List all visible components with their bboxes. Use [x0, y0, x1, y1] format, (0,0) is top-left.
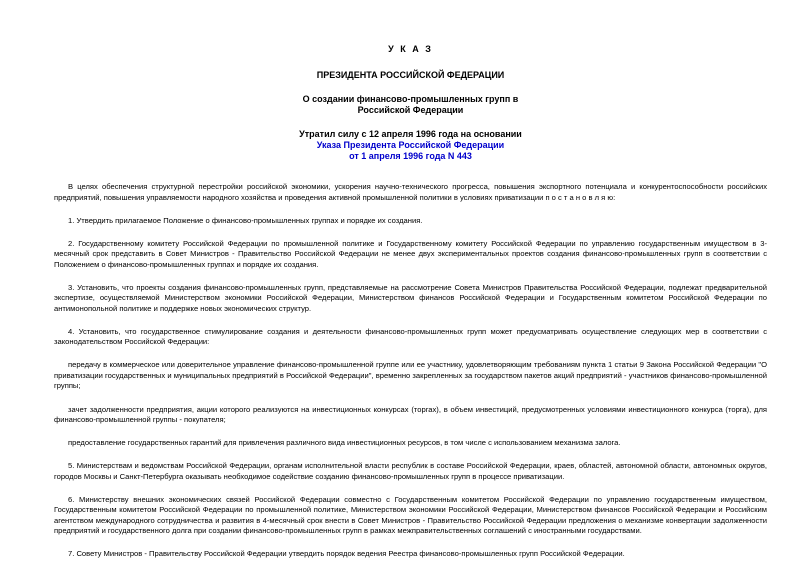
decree-label: У К А З [388, 44, 433, 54]
paragraph-4-measure-2: зачет задолженности предприятия, акции которого реализуются на инвестиционных конкурсах (торгах), в объем инвестиций, предусмотренных условиями инвестиционного конкурса (торга), для финансово-промышленной группы - покупателя; [54, 404, 767, 425]
document-title-line-2: Российской Федерации [357, 105, 464, 115]
paragraph-6: 6. Министерству внешних экономических связей Российской Федерации совместно с Государственным комитетом Российской Федерации по управлению государственным имуществом, Государственным комитетом Российской Федерации по промышленной политике, Министерством экономики Российской Федерации, Министерством финансов Российской Федерации и Российским агентством международного сотрудничества и развития в 4-месячный срок внести в Совет Министров - Правительство Российской Федерации предложения о механизме конвертации задолженности предприятий и государственного долга при создании финансово-промышленных групп в рамках межправительственных соглашений с иностранными государствами. [54, 494, 767, 536]
paragraph-4-measure-3: предоставление государственных гарантий для привлечения различного вида инвестиционных ресурсов, в том числе с использованием механизма залога. [68, 438, 621, 448]
document-title-line-1: О создании финансово-промышленных групп в [302, 94, 519, 104]
status-notice [54, 129, 767, 162]
paragraph-4: 4. Установить, что государственное стимулирование создания и деятельности финансово-промышленных групп может предусматривать осуществление следующих мер в соответствии с законодательством Российской Федерации: [54, 326, 767, 347]
document-title [54, 94, 767, 116]
paragraph-2: 2. Государственному комитету Российской Федерации по промышленной политике и Государственному комитету Российской Федерации по управлению государственным имуществом в 3-месячный срок представить в Совет Министров - Правительство Российской Федерации не менее двух экспериментальных проектов создания финансово-промышленных групп в соответствии с Положением о финансово-промышленных группах и порядке их создания. [54, 238, 767, 269]
lost-force-text: Утратил силу с 12 апреля 1996 года на основании [299, 129, 522, 139]
issuer-title: ПРЕЗИДЕНТА РОССИЙСКОЙ ФЕДЕРАЦИИ [316, 70, 505, 80]
paragraph-5: 5. Министерствам и ведомствам Российской Федерации, органам исполнительной власти республик в составе Российской Федерации, краев, областей, автономной области, автономных округов, городов Москвы и Санкт-Петербурга оказывать необходимое содействие созданию финансово-промышленных групп в процессе приватизации. [54, 461, 767, 481]
paragraph-4-measure-1: передачу в коммерческое или доверительное управление финансово-промышленной группе или ее участнику, удовлетворяющим требованиям пункта 1 статьи 9 Закона Российской Федерации "О приватизации государственных и муниципальных предприятий в Российской Федерации", временно закрепленных за государством пакетов акций предприятий - участников финансово-промышленной группы; [54, 360, 767, 391]
paragraph-preamble: В целях обеспечения структурной перестройки российской экономики, ускорения научно-технического прогресса, повышения экспортного потенциала и конкурентоспособности российских предприятий, повышения управляемости народного хозяйства и проведения активной промышленной политики в условиях приватизации п о с т а н о в л я ю: [54, 182, 767, 202]
repealing-decree-link-line-2[interactable]: от 1 апреля 1996 года N 443 [349, 151, 472, 161]
repealing-decree-link-line-1[interactable]: Указа Президента Российской Федерации [316, 140, 505, 150]
paragraph-7: 7. Совету Министров - Правительству Российской Федерации утвердить порядок ведения Реестра финансово-промышленных групп Российской Федерации. [68, 549, 625, 559]
document-body [54, 182, 767, 560]
paragraph-1: 1. Утвердить прилагаемое Положение о финансово-промышленных группах и порядке их создания. [68, 215, 423, 225]
paragraph-3: 3. Установить, что проекты создания финансово-промышленных групп, представляемые на рассмотрение Совета Министров Правительства Российской Федерации, подлежат предварительной экспертизе, осуществляемой Министерством экономики Российской Федерации, Министерством финансов Российской Федерации и Государственным комитетом Российской Федерации по антимонопольной политике и поддержке новых экономических структур. [54, 282, 767, 313]
